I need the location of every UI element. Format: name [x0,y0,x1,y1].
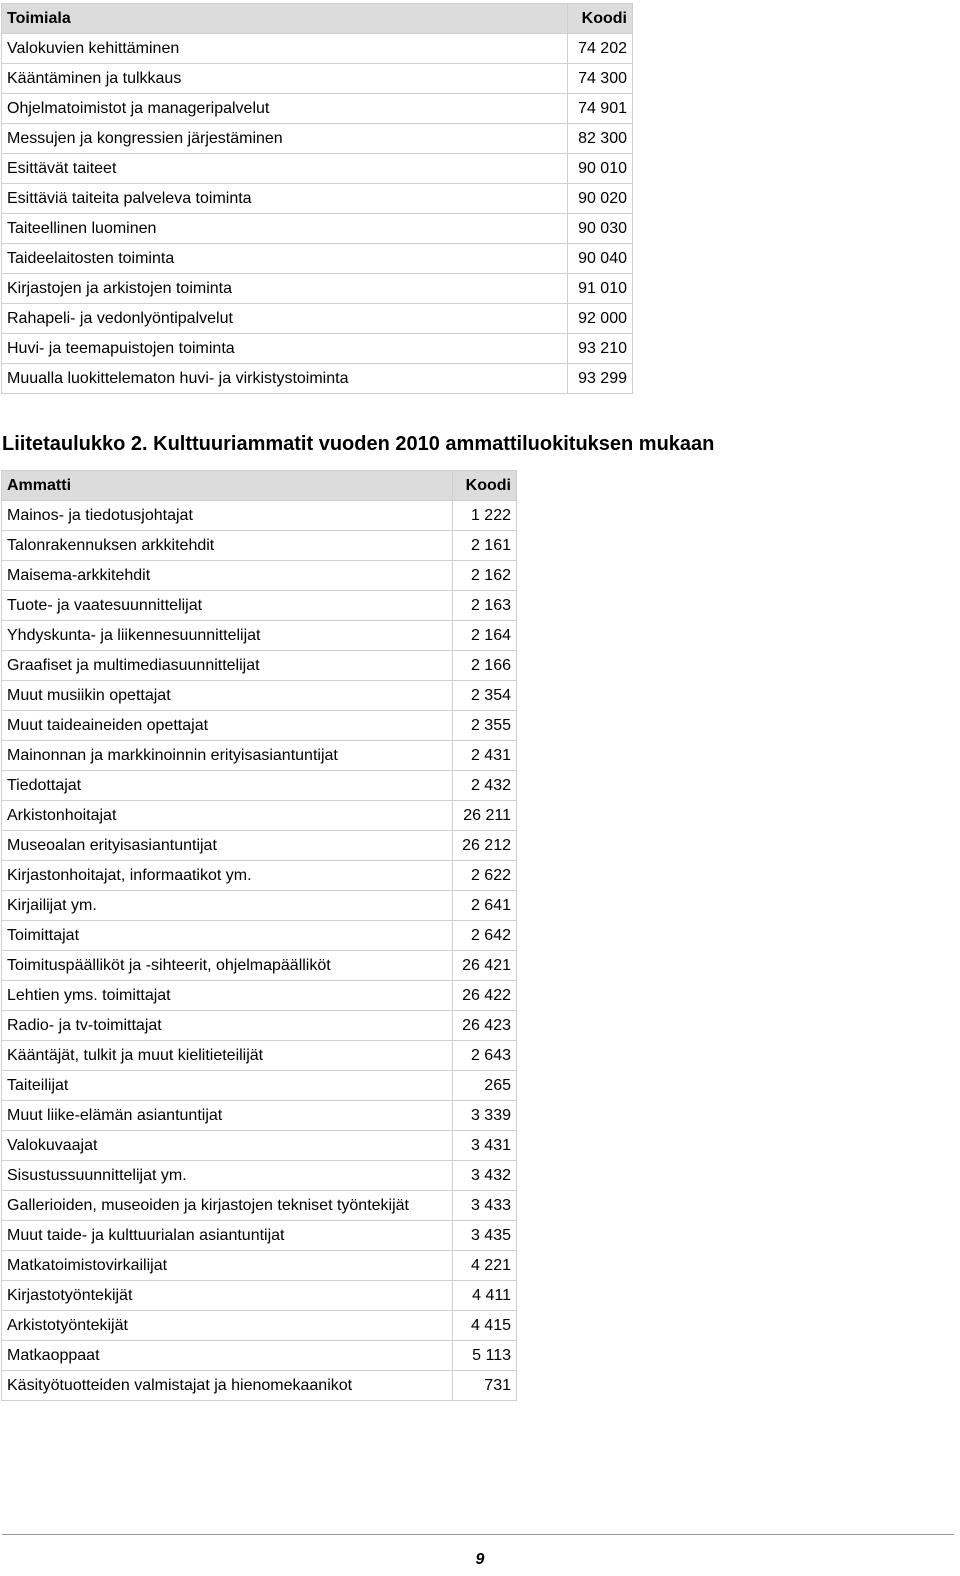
row-name-cell: Matkatoimistovirkailijat [2,1251,453,1281]
occupation-table-body [2,501,517,1401]
row-name-cell: Muut taideaineiden opettajat [2,711,453,741]
row-code-cell: 3 435 [453,1221,517,1251]
row-name-cell: Graafiset ja multimediasuunnittelijat [2,651,453,681]
table-row [2,1191,517,1221]
row-name-cell: Taideelaitosten toiminta [2,244,568,274]
row-name-cell: Yhdyskunta- ja liikennesuunnittelijat [2,621,453,651]
row-code-cell: 26 423 [453,1011,517,1041]
row-name-cell: Kirjastonhoitajat, informaatikot ym. [2,861,453,891]
row-name-cell: Maisema-arkkitehdit [2,561,453,591]
row-name-cell: Ohjelmatoimistot ja manageripalvelut [2,94,568,124]
table-row [2,591,517,621]
row-name-cell: Kirjailijat ym. [2,891,453,921]
row-name-cell: Valokuvaajat [2,1131,453,1161]
row-code-cell: 731 [453,1371,517,1401]
table-row [2,1341,517,1371]
row-name-cell: Muut taide- ja kulttuurialan asiantuntijat [2,1221,453,1251]
table-row [2,1161,517,1191]
table-row [2,651,517,681]
row-name-cell: Toimittajat [2,921,453,951]
table-row [2,1371,517,1401]
row-name-cell: Museoalan erityisasiantuntijat [2,831,453,861]
row-name-cell: Esittäviä taiteita palveleva toiminta [2,184,568,214]
table-row [2,64,633,94]
industry-table-body [2,34,633,394]
table-row [2,1071,517,1101]
table-row [2,1011,517,1041]
row-code-cell: 5 113 [453,1341,517,1371]
table-row [2,184,633,214]
row-code-cell: 90 020 [568,184,633,214]
table-row [2,621,517,651]
table-row [2,244,633,274]
row-code-cell: 90 010 [568,154,633,184]
row-code-cell: 4 411 [453,1281,517,1311]
table-row [2,711,517,741]
row-code-cell: 26 421 [453,951,517,981]
row-name-cell: Huvi- ja teemapuistojen toiminta [2,334,568,364]
table-row [2,801,517,831]
row-code-cell: 91 010 [568,274,633,304]
row-code-cell: 90 030 [568,214,633,244]
table-row [2,1311,517,1341]
row-name-cell: Sisustussuunnittelijat ym. [2,1161,453,1191]
row-code-cell: 2 432 [453,771,517,801]
row-code-cell: 26 212 [453,831,517,861]
row-code-cell: 265 [453,1071,517,1101]
table-row [2,771,517,801]
table-row [2,274,633,304]
table-row [2,921,517,951]
row-code-cell: 2 642 [453,921,517,951]
row-name-cell: Arkistotyöntekijät [2,1311,453,1341]
row-code-cell: 2 355 [453,711,517,741]
row-code-cell: 26 211 [453,801,517,831]
row-code-cell: 2 643 [453,1041,517,1071]
row-name-cell: Mainonnan ja markkinoinnin erityisasiantuntijat [2,741,453,771]
row-code-cell: 3 433 [453,1191,517,1221]
row-code-cell: 74 202 [568,34,633,64]
row-code-cell: 93 299 [568,364,633,394]
table-row [2,981,517,1011]
table-row [2,561,517,591]
row-code-cell: 93 210 [568,334,633,364]
table-header-row [2,4,633,34]
column-header-code: Koodi [568,4,633,34]
table-row [2,891,517,921]
row-code-cell: 3 339 [453,1101,517,1131]
row-code-cell: 4 415 [453,1311,517,1341]
row-name-cell: Muut liike-elämän asiantuntijat [2,1101,453,1131]
row-code-cell: 3 432 [453,1161,517,1191]
table-row [2,304,633,334]
section-heading: Liitetaulukko 2. Kulttuuriammatit vuoden 2010 ammattiluokituksen mukaan [2,433,715,455]
table-row [2,861,517,891]
row-code-cell: 82 300 [568,124,633,154]
row-name-cell: Messujen ja kongressien järjestäminen [2,124,568,154]
table-header-row [2,471,517,501]
row-code-cell: 2 163 [453,591,517,621]
row-name-cell: Valokuvien kehittäminen [2,34,568,64]
table-row [2,1221,517,1251]
row-name-cell: Kääntäjät, tulkit ja muut kielitieteilijät [2,1041,453,1071]
table-row [2,741,517,771]
row-name-cell: Tiedottajat [2,771,453,801]
page-number: 9 [475,1551,485,1568]
column-header-code: Koodi [453,471,517,501]
column-header-occupation: Ammatti [2,471,453,501]
row-name-cell: Mainos- ja tiedotusjohtajat [2,501,453,531]
table-row [2,831,517,861]
row-name-cell: Tuote- ja vaatesuunnittelijat [2,591,453,621]
row-code-cell: 3 431 [453,1131,517,1161]
row-name-cell: Lehtien yms. toimittajat [2,981,453,1011]
table-row [2,1131,517,1161]
table-row [2,94,633,124]
row-name-cell: Käsityötuotteiden valmistajat ja hienomekaanikot [2,1371,453,1401]
row-code-cell: 4 221 [453,1251,517,1281]
row-name-cell: Radio- ja tv-toimittajat [2,1011,453,1041]
row-code-cell: 2 622 [453,861,517,891]
row-name-cell: Muualla luokittelematon huvi- ja virkistystoiminta [2,364,568,394]
row-code-cell: 1 222 [453,501,517,531]
table-row [2,334,633,364]
row-name-cell: Gallerioiden, museoiden ja kirjastojen tekniset työntekijät [2,1191,453,1221]
row-code-cell: 26 422 [453,981,517,1011]
row-name-cell: Kääntäminen ja tulkkaus [2,64,568,94]
table-row [2,501,517,531]
row-code-cell: 74 300 [568,64,633,94]
footer-divider [2,1534,954,1535]
column-header-industry: Toimiala [2,4,568,34]
table-row [2,1251,517,1281]
table-row [2,124,633,154]
table-row [2,1041,517,1071]
row-name-cell: Taiteellinen luominen [2,214,568,244]
row-name-cell: Rahapeli- ja vedonlyöntipalvelut [2,304,568,334]
row-name-cell: Esittävät taiteet [2,154,568,184]
row-name-cell: Matkaoppaat [2,1341,453,1371]
row-code-cell: 2 162 [453,561,517,591]
industry-code-table [1,3,633,394]
row-name-cell: Toimituspäälliköt ja -sihteerit, ohjelmapäälliköt [2,951,453,981]
row-name-cell: Kirjastotyöntekijät [2,1281,453,1311]
row-code-cell: 2 166 [453,651,517,681]
row-code-cell: 74 901 [568,94,633,124]
table-row [2,154,633,184]
table-row [2,34,633,64]
row-name-cell: Kirjastojen ja arkistojen toiminta [2,274,568,304]
row-code-cell: 2 641 [453,891,517,921]
row-name-cell: Taiteilijat [2,1071,453,1101]
table-row [2,1101,517,1131]
table-row [2,951,517,981]
table-row [2,1281,517,1311]
row-name-cell: Talonrakennuksen arkkitehdit [2,531,453,561]
row-code-cell: 2 431 [453,741,517,771]
row-code-cell: 90 040 [568,244,633,274]
occupation-code-table [1,470,517,1401]
table-row [2,531,517,561]
row-name-cell: Muut musiikin opettajat [2,681,453,711]
table-row [2,214,633,244]
row-name-cell: Arkistonhoitajat [2,801,453,831]
row-code-cell: 2 161 [453,531,517,561]
table-row [2,681,517,711]
row-code-cell: 2 164 [453,621,517,651]
row-code-cell: 2 354 [453,681,517,711]
table-row [2,364,633,394]
row-code-cell: 92 000 [568,304,633,334]
